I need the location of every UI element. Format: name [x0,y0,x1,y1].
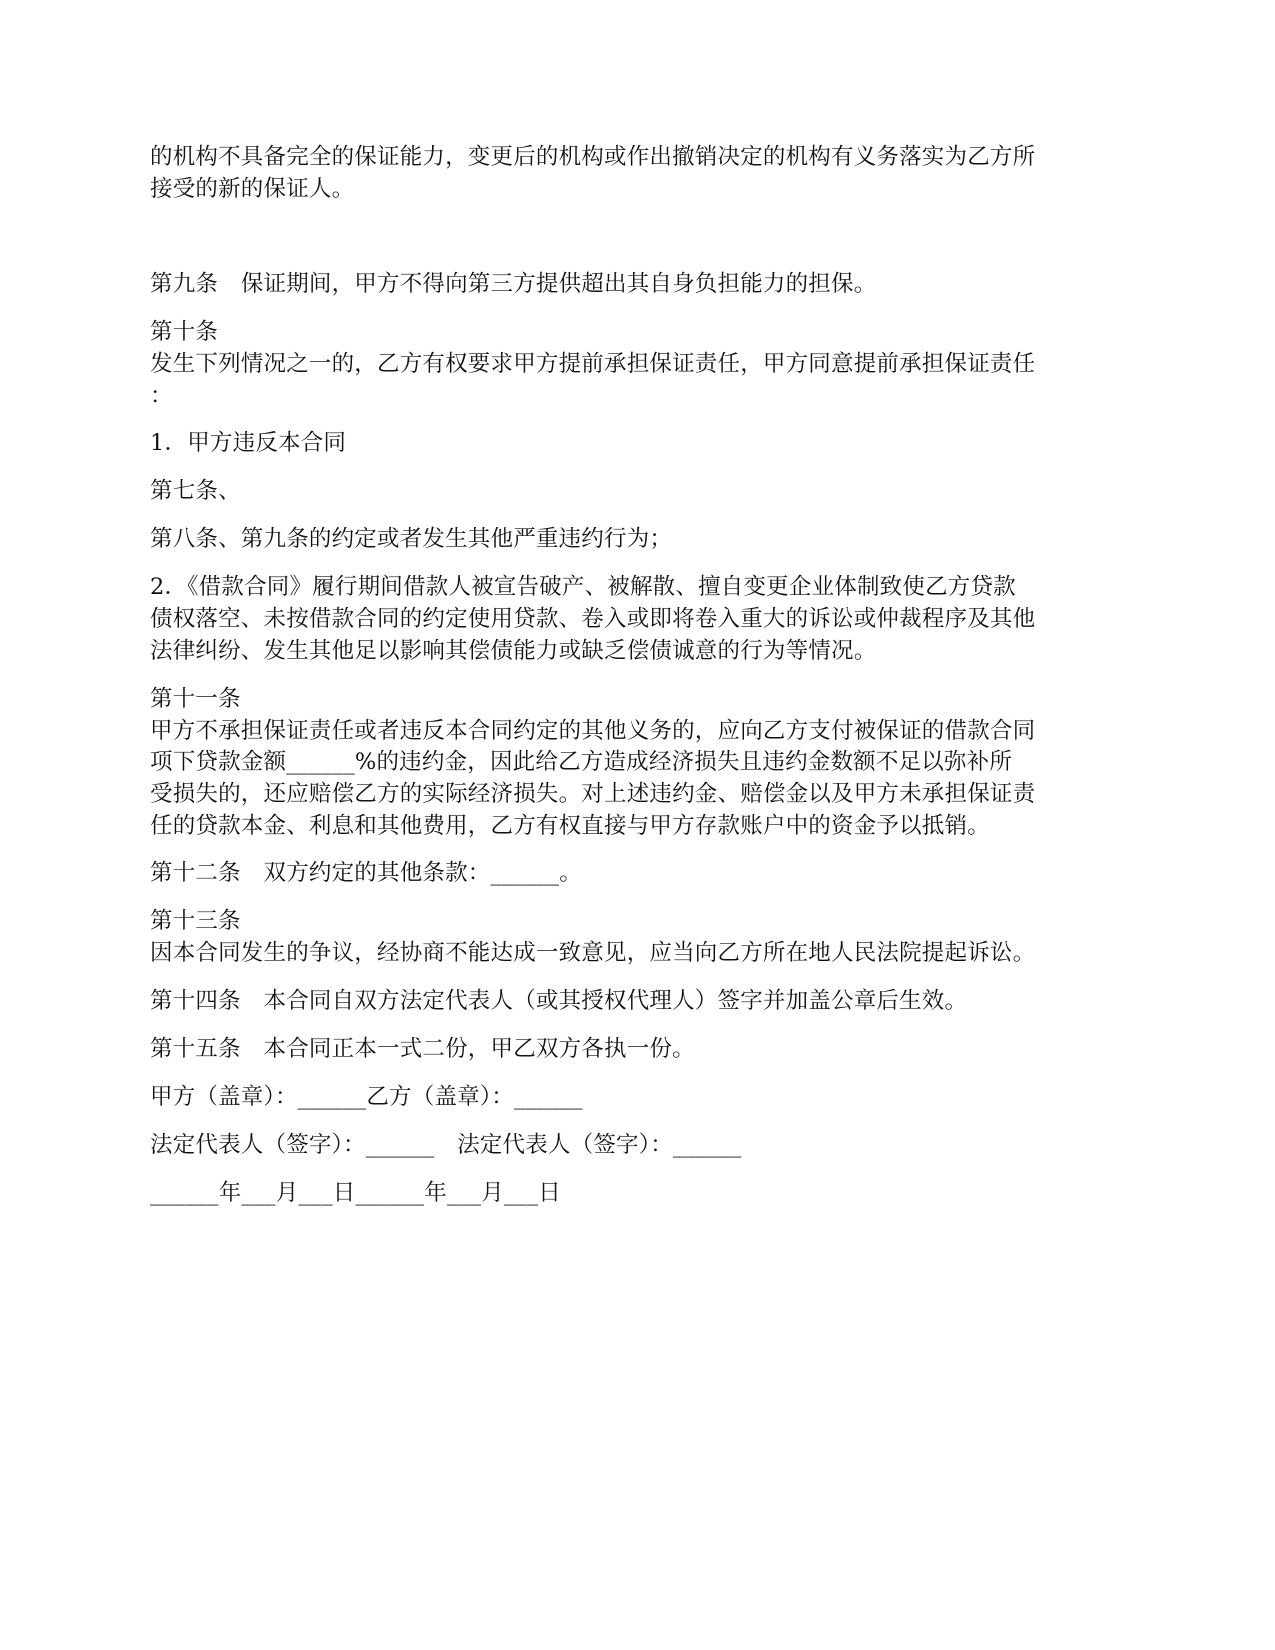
text-line: 甲方不承担保证责任或者违反本合同约定的其他义务的，应向乙方支付被保证的借款合同 [150,718,1036,744]
signature-date-line: ______年___月___日______年___月___日 [150,1180,562,1206]
text-line: 法律纠纷、发生其他足以影响其偿债能力或缺乏偿债诚意的行为等情况。 [150,638,877,664]
text-line: 的机构不具备完全的保证能力，变更后的机构或作出撤销决定的机构有义务落实为乙方所 [150,144,1036,170]
signature-representative-line: 法定代表人（签字）：______ 法定代表人（签字）：______ [150,1132,742,1158]
list-item-2: 2．《借款合同》履行期间借款人被宣告破产、被解散、擅自变更企业体制致使乙方贷款 [150,574,1016,600]
text-line: ： [150,383,173,409]
text-line: 因本合同发生的争议，经协商不能达成一致意见，应当向乙方所在地人民法院提起诉讼。 [150,940,1036,966]
article-15: 第十五条 本合同正本一式二份，甲乙双方各执一份。 [150,1036,695,1062]
article-10-heading: 第十条 [150,319,219,345]
list-item-1: 1．甲方违反本合同 [150,430,347,456]
article-12: 第十二条 双方约定的其他条款：______。 [150,860,582,886]
article-9: 第九条 保证期间，甲方不得向第三方提供超出其自身负担能力的担保。 [150,271,877,297]
text-line: 第八条、第九条的约定或者发生其他严重违约行为； [150,526,673,552]
text-line: 任的贷款本金、利息和其他费用，乙方有权直接与甲方存款账户中的资金予以抵销。 [150,813,990,839]
text-line: 债权落空、未按借款合同的约定使用贷款、卷入或即将卷入重大的诉讼或仲裁程序及其他 [150,606,1036,632]
text-line: 项下贷款金额______%的违约金，因此给乙方造成经济损失且违约金数额不足以弥补所 [150,749,1013,775]
signature-seal-line: 甲方（盖章）：______乙方（盖章）：______ [150,1084,583,1110]
text-line: 发生下列情况之一的，乙方有权要求甲方提前承担保证责任，甲方同意提前承担保证责任 [150,351,1036,377]
text-line: 第七条、 [150,478,241,504]
article-13-heading: 第十三条 [150,908,241,934]
text-line: 接受的新的保证人。 [150,176,355,202]
article-14: 第十四条 本合同自双方法定代表人（或其授权代理人）签字并加盖公章后生效。 [150,988,968,1014]
article-11-heading: 第十一条 [150,686,241,712]
text-line: 受损失的，还应赔偿乙方的实际经济损失。对上述违约金、赔偿金以及甲方未承担保证责 [150,781,1036,807]
